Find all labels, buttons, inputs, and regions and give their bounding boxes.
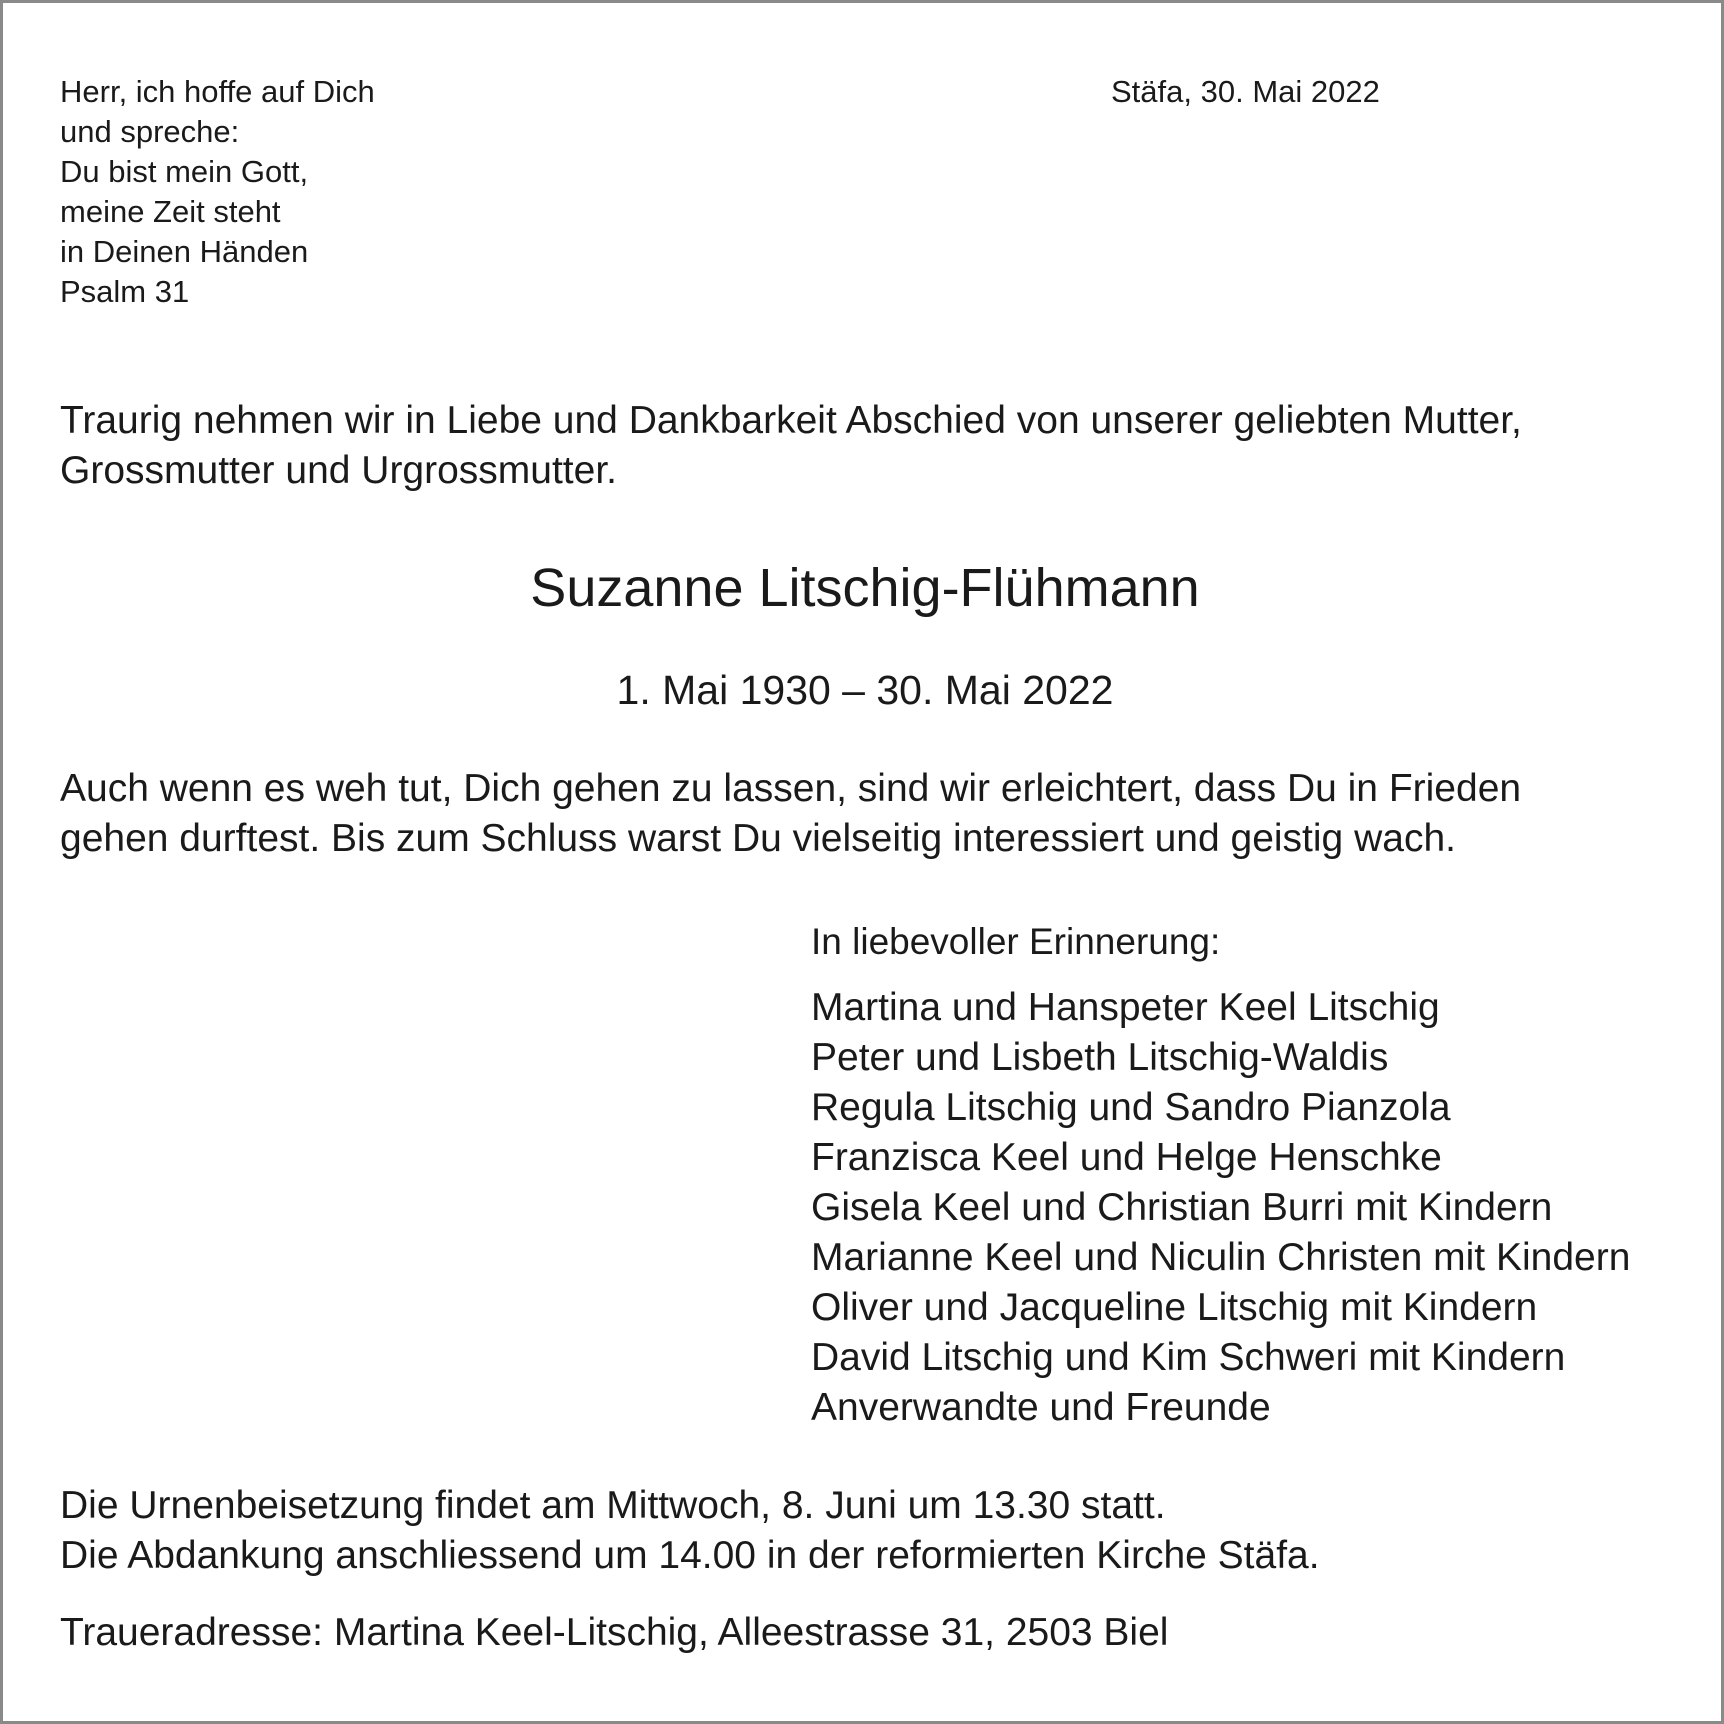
mourner-entry: Peter und Lisbeth Litschig-Waldis: [811, 1036, 1389, 1079]
mourner-entry: Marianne Keel und Niculin Christen mit Kindern: [811, 1236, 1631, 1279]
service-line: Die Abdankung anschliessend um 14.00 in der reformierten Kirche Stäfa.: [60, 1534, 1320, 1577]
intro-line: Grossmutter und Urgrossmutter.: [60, 449, 618, 492]
verse-line: Du bist mein Gott,: [60, 154, 309, 189]
mourners-list: [811, 983, 1630, 1433]
mourner-entry: Martina und Hanspeter Keel Litschig: [811, 986, 1440, 1029]
mourner-entry: Gisela Keel und Christian Burri mit Kindern: [811, 1186, 1553, 1229]
intro-paragraph: [60, 396, 1680, 496]
verse-line: Herr, ich hoffe auf Dich: [60, 74, 375, 109]
service-details: [60, 1481, 1320, 1581]
verse-line: Psalm 31: [60, 274, 190, 309]
verse-line: in Deinen Händen: [60, 234, 309, 269]
mourner-entry: Oliver und Jacqueline Litschig mit Kindern: [811, 1286, 1538, 1329]
farewell-message: [60, 764, 1680, 864]
intro-line: Traurig nehmen wir in Liebe und Dankbarkeit Abschied von unserer geliebten Mutter,: [60, 399, 1522, 442]
deceased-name: Suzanne Litschig-Flühmann: [530, 558, 1200, 618]
mourner-entry: Regula Litschig und Sandro Pianzola: [811, 1086, 1451, 1129]
message-line: Auch wenn es weh tut, Dich gehen zu lassen, sind wir erleichtert, dass Du in Frieden: [60, 767, 1522, 810]
mourner-entry: Franzisca Keel und Helge Henschke: [811, 1136, 1442, 1179]
life-dates: 1. Mai 1930 – 30. Mai 2022: [616, 667, 1114, 713]
verse-line: und spreche:: [60, 114, 240, 149]
message-line: gehen durftest. Bis zum Schluss warst Du vielseitig interessiert und geistig wach.: [60, 817, 1456, 860]
mourning-address: Traueradresse: Martina Keel-Litschig, Alleestrasse 31, 2503 Biel: [60, 1611, 1169, 1654]
verse-line: meine Zeit steht: [60, 194, 281, 229]
place-and-date: Stäfa, 30. Mai 2022: [1111, 74, 1380, 109]
mourner-entry: Anverwandte und Freunde: [811, 1386, 1271, 1429]
psalm-verse: [60, 72, 375, 312]
service-line: Die Urnenbeisetzung findet am Mittwoch, 8. Juni um 13.30 statt.: [60, 1484, 1166, 1527]
mourner-entry: David Litschig und Kim Schweri mit Kindern: [811, 1336, 1566, 1379]
memory-heading: In liebevoller Erinnerung:: [811, 921, 1221, 962]
